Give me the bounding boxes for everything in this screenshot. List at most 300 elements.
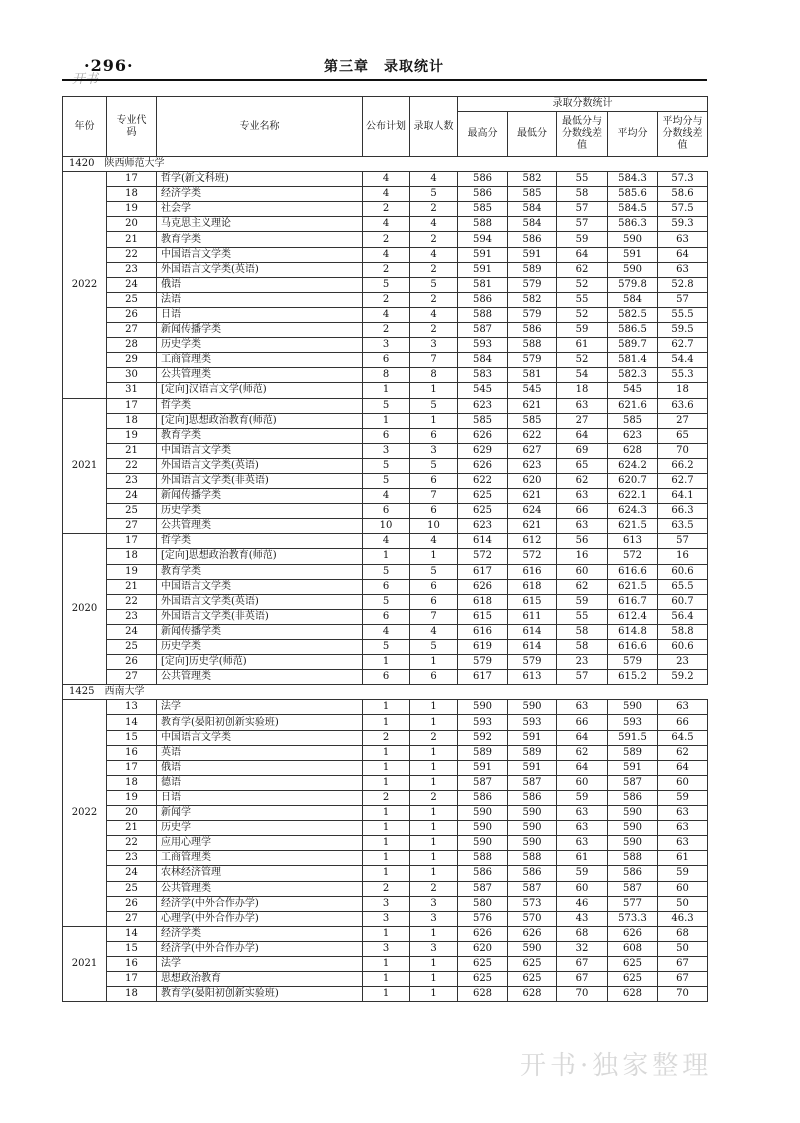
major-cell: 历史学类 [157,338,363,353]
major-cell: [定向]历史学(师范) [157,655,363,670]
avg-diff-cell: 60 [658,775,708,790]
min-diff-cell: 27 [557,413,608,428]
min-cell: 545 [508,383,557,398]
avg-cell: 582.3 [608,368,658,383]
min-cell: 582 [508,172,557,187]
admitted-cell: 6 [410,594,458,609]
avg-diff-cell: 59.5 [658,323,708,338]
col-stats-group: 录取分数统计 [458,97,708,112]
table-body [63,157,708,1002]
major-cell: 心理学(中外合作办学) [157,911,363,926]
min-diff-cell: 60 [557,775,608,790]
avg-diff-cell: 70 [658,987,708,1002]
avg-cell: 577 [608,896,658,911]
avg-diff-cell: 23 [658,655,708,670]
admitted-cell: 2 [410,881,458,896]
min-diff-cell: 62 [557,745,608,760]
max-cell: 585 [458,202,508,217]
avg-diff-cell: 66 [658,715,708,730]
avg-cell: 587 [608,881,658,896]
avg-cell: 626 [608,926,658,941]
avg-diff-cell: 60 [658,881,708,896]
max-cell: 617 [458,670,508,685]
year-cell: 2022 [63,172,107,398]
min-diff-cell: 65 [557,458,608,473]
admitted-cell: 3 [410,443,458,458]
min-diff-cell: 52 [557,353,608,368]
max-cell: 626 [458,579,508,594]
table-row [63,172,708,187]
code-cell: 14 [107,926,157,941]
page-number: ·296· [84,56,134,75]
min-diff-cell: 59 [557,232,608,247]
plan-cell: 1 [363,972,410,987]
avg-diff-cell: 63.5 [658,519,708,534]
code-cell: 17 [107,760,157,775]
table-row [63,836,708,851]
code-cell: 29 [107,353,157,368]
plan-cell: 1 [363,956,410,971]
table-row [63,700,708,715]
avg-diff-cell: 52.8 [658,277,708,292]
avg-cell: 579.8 [608,277,658,292]
col-avg: 平均分 [608,112,658,157]
min-cell: 579 [508,307,557,322]
plan-cell: 5 [363,277,410,292]
min-diff-cell: 55 [557,609,608,624]
avg-diff-cell: 68 [658,926,708,941]
avg-diff-cell: 70 [658,443,708,458]
min-cell: 625 [508,972,557,987]
code-cell: 24 [107,489,157,504]
max-cell: 618 [458,594,508,609]
avg-diff-cell: 50 [658,941,708,956]
admission-table [62,96,708,1002]
table-row [63,413,708,428]
col-year: 年份 [63,97,107,157]
min-cell: 613 [508,670,557,685]
admitted-cell: 4 [410,624,458,639]
code-cell: 15 [107,730,157,745]
table-row [63,504,708,519]
major-cell: [定向]思想政治教育(师范) [157,549,363,564]
code-cell: 22 [107,836,157,851]
admitted-cell: 5 [410,398,458,413]
avg-cell: 591 [608,247,658,262]
min-cell: 586 [508,790,557,805]
major-cell: 新闻传播学类 [157,489,363,504]
code-cell: 25 [107,504,157,519]
avg-diff-cell: 62.7 [658,473,708,488]
table-row [63,489,708,504]
avg-cell: 616.6 [608,564,658,579]
min-cell: 621 [508,489,557,504]
min-cell: 616 [508,564,557,579]
table-row [63,926,708,941]
year-cell: 2021 [63,926,107,1001]
min-cell: 590 [508,941,557,956]
max-cell: 590 [458,821,508,836]
plan-cell: 1 [363,700,410,715]
major-cell: 公共管理类 [157,519,363,534]
admitted-cell: 1 [410,383,458,398]
plan-cell: 5 [363,473,410,488]
admitted-cell: 2 [410,730,458,745]
avg-cell: 584 [608,292,658,307]
table-row [63,956,708,971]
max-cell: 545 [458,383,508,398]
table-row [63,624,708,639]
table-row [63,398,708,413]
min-cell: 591 [508,247,557,262]
max-cell: 581 [458,277,508,292]
major-cell: 哲学类 [157,398,363,413]
code-cell: 22 [107,247,157,262]
avg-diff-cell: 66.2 [658,458,708,473]
avg-diff-cell: 57.5 [658,202,708,217]
max-cell: 614 [458,534,508,549]
min-diff-cell: 63 [557,836,608,851]
max-cell: 591 [458,262,508,277]
min-cell: 572 [508,549,557,564]
major-cell: 经济学(中外合作办学) [157,941,363,956]
major-cell: 社会学 [157,202,363,217]
avg-cell: 628 [608,987,658,1002]
avg-diff-cell: 62.7 [658,338,708,353]
admitted-cell: 3 [410,911,458,926]
code-cell: 21 [107,821,157,836]
admitted-cell: 2 [410,232,458,247]
code-cell: 31 [107,383,157,398]
table-row [63,549,708,564]
avg-cell: 590 [608,232,658,247]
min-cell: 614 [508,640,557,655]
code-cell: 27 [107,911,157,926]
avg-diff-cell: 59 [658,790,708,805]
max-cell: 580 [458,896,508,911]
header-rule [62,79,707,81]
col-plan: 公布计划 [363,97,410,157]
admitted-cell: 1 [410,775,458,790]
code-cell: 18 [107,187,157,202]
admitted-cell: 5 [410,640,458,655]
plan-cell: 4 [363,489,410,504]
avg-cell: 608 [608,941,658,956]
plan-cell: 2 [363,202,410,217]
major-cell: 日语 [157,307,363,322]
max-cell: 620 [458,941,508,956]
admitted-cell: 1 [410,987,458,1002]
plan-cell: 5 [363,458,410,473]
avg-diff-cell: 67 [658,956,708,971]
major-cell: 中国语言文学类 [157,247,363,262]
watermark: 开书·独家整理 [520,1051,713,1081]
plan-cell: 2 [363,790,410,805]
min-cell: 624 [508,504,557,519]
min-cell: 579 [508,277,557,292]
table-row [63,458,708,473]
col-avg-diff: 平均分与分数线差值 [658,112,708,157]
code-cell: 19 [107,564,157,579]
avg-cell: 625 [608,956,658,971]
max-cell: 587 [458,323,508,338]
table-row [63,232,708,247]
plan-cell: 1 [363,383,410,398]
avg-diff-cell: 63 [658,821,708,836]
code-cell: 27 [107,670,157,685]
chapter-title: 第三章 录取统计 [324,59,444,75]
admitted-cell: 7 [410,489,458,504]
min-diff-cell: 63 [557,700,608,715]
min-cell: 570 [508,911,557,926]
code-cell: 25 [107,881,157,896]
admitted-cell: 5 [410,277,458,292]
code-cell: 19 [107,428,157,443]
school-title: 1420 陕西师范大学 [63,157,708,172]
major-cell: 新闻传播学类 [157,624,363,639]
min-diff-cell: 59 [557,790,608,805]
plan-cell: 3 [363,896,410,911]
max-cell: 590 [458,700,508,715]
min-cell: 581 [508,368,557,383]
code-cell: 23 [107,473,157,488]
max-cell: 588 [458,217,508,232]
plan-cell: 6 [363,579,410,594]
table-row [63,655,708,670]
avg-diff-cell: 56.4 [658,609,708,624]
avg-diff-cell: 63 [658,700,708,715]
code-cell: 21 [107,232,157,247]
avg-cell: 589.7 [608,338,658,353]
plan-cell: 3 [363,941,410,956]
table-row [63,579,708,594]
avg-diff-cell: 27 [658,413,708,428]
code-cell: 27 [107,323,157,338]
admitted-cell: 4 [410,172,458,187]
plan-cell: 1 [363,549,410,564]
max-cell: 625 [458,956,508,971]
avg-cell: 573.3 [608,911,658,926]
avg-diff-cell: 57 [658,534,708,549]
col-min: 最低分 [508,112,557,157]
code-cell: 25 [107,640,157,655]
max-cell: 583 [458,368,508,383]
col-major: 专业名称 [157,97,363,157]
code-cell: 19 [107,202,157,217]
min-cell: 615 [508,594,557,609]
avg-diff-cell: 63 [658,262,708,277]
min-diff-cell: 54 [557,368,608,383]
min-diff-cell: 60 [557,564,608,579]
code-cell: 24 [107,277,157,292]
avg-diff-cell: 65.5 [658,579,708,594]
plan-cell: 2 [363,881,410,896]
major-cell: 法学 [157,700,363,715]
school-row [63,685,708,700]
code-cell: 20 [107,806,157,821]
plan-cell: 4 [363,217,410,232]
admitted-cell: 2 [410,202,458,217]
min-cell: 590 [508,836,557,851]
min-diff-cell: 46 [557,896,608,911]
min-diff-cell: 55 [557,172,608,187]
major-cell: 经济学类 [157,187,363,202]
year-cell: 2021 [63,398,107,534]
major-cell: 俄语 [157,277,363,292]
major-cell: 外国语言文学类(英语) [157,594,363,609]
admitted-cell: 4 [410,534,458,549]
min-diff-cell: 16 [557,549,608,564]
avg-diff-cell: 57 [658,292,708,307]
avg-diff-cell: 59.3 [658,217,708,232]
plan-cell: 1 [363,655,410,670]
min-cell: 621 [508,519,557,534]
max-cell: 585 [458,413,508,428]
min-diff-cell: 66 [557,715,608,730]
admitted-cell: 5 [410,458,458,473]
max-cell: 626 [458,458,508,473]
major-cell: 中国语言文学类 [157,443,363,458]
avg-cell: 628 [608,443,658,458]
plan-cell: 2 [363,292,410,307]
plan-cell: 3 [363,911,410,926]
table-row [63,368,708,383]
admitted-cell: 1 [410,836,458,851]
code-cell: 26 [107,307,157,322]
plan-cell: 6 [363,670,410,685]
min-cell: 584 [508,202,557,217]
year-cell: 2020 [63,534,107,685]
avg-cell: 585.6 [608,187,658,202]
avg-cell: 586.3 [608,217,658,232]
avg-cell: 621.6 [608,398,658,413]
admitted-cell: 2 [410,262,458,277]
avg-cell: 588 [608,851,658,866]
major-cell: 历史学类 [157,640,363,655]
min-diff-cell: 43 [557,911,608,926]
min-cell: 579 [508,655,557,670]
min-diff-cell: 18 [557,383,608,398]
max-cell: 616 [458,624,508,639]
avg-cell: 590 [608,836,658,851]
plan-cell: 5 [363,594,410,609]
min-cell: 582 [508,292,557,307]
code-cell: 16 [107,745,157,760]
major-cell: 哲学(新文科班) [157,172,363,187]
avg-diff-cell: 58.6 [658,187,708,202]
code-cell: 18 [107,987,157,1002]
admitted-cell: 5 [410,187,458,202]
table-row [63,247,708,262]
table-row [63,911,708,926]
code-cell: 14 [107,715,157,730]
plan-cell: 4 [363,624,410,639]
avg-cell: 572 [608,549,658,564]
min-cell: 623 [508,458,557,473]
table-row [63,534,708,549]
admitted-cell: 8 [410,368,458,383]
code-cell: 20 [107,217,157,232]
min-diff-cell: 52 [557,307,608,322]
avg-diff-cell: 67 [658,972,708,987]
admitted-cell: 6 [410,473,458,488]
max-cell: 623 [458,398,508,413]
col-admitted: 录取人数 [410,97,458,157]
max-cell: 625 [458,504,508,519]
plan-cell: 2 [363,323,410,338]
min-diff-cell: 61 [557,338,608,353]
min-cell: 586 [508,866,557,881]
max-cell: 587 [458,881,508,896]
avg-diff-cell: 64 [658,247,708,262]
avg-diff-cell: 65 [658,428,708,443]
admitted-cell: 1 [410,760,458,775]
min-diff-cell: 58 [557,624,608,639]
avg-cell: 625 [608,972,658,987]
plan-cell: 1 [363,987,410,1002]
code-cell: 18 [107,549,157,564]
major-cell: 教育学(晏阳初创新实验班) [157,715,363,730]
table-row [63,338,708,353]
min-cell: 579 [508,353,557,368]
table-row [63,851,708,866]
max-cell: 617 [458,564,508,579]
avg-diff-cell: 59 [658,866,708,881]
admitted-cell: 1 [410,821,458,836]
table-row [63,292,708,307]
code-cell: 27 [107,519,157,534]
avg-cell: 584.5 [608,202,658,217]
avg-diff-cell: 60.6 [658,640,708,655]
plan-cell: 1 [363,413,410,428]
admitted-cell: 2 [410,323,458,338]
avg-cell: 621.5 [608,519,658,534]
max-cell: 626 [458,428,508,443]
table-row [63,640,708,655]
code-cell: 22 [107,594,157,609]
avg-cell: 590 [608,700,658,715]
code-cell: 24 [107,624,157,639]
avg-cell: 581.4 [608,353,658,368]
min-diff-cell: 60 [557,881,608,896]
max-cell: 587 [458,775,508,790]
min-cell: 590 [508,821,557,836]
code-cell: 28 [107,338,157,353]
table-row [63,760,708,775]
plan-cell: 10 [363,519,410,534]
plan-cell: 1 [363,836,410,851]
max-cell: 588 [458,851,508,866]
min-cell: 588 [508,851,557,866]
min-cell: 585 [508,413,557,428]
major-cell: 新闻传播学类 [157,323,363,338]
max-cell: 619 [458,640,508,655]
min-diff-cell: 58 [557,187,608,202]
code-cell: 21 [107,579,157,594]
avg-cell: 591.5 [608,730,658,745]
avg-cell: 624.3 [608,504,658,519]
min-diff-cell: 63 [557,821,608,836]
col-min-diff: 最低分与分数线差值 [557,112,608,157]
major-cell: 新闻学 [157,806,363,821]
code-cell: 26 [107,655,157,670]
code-cell: 26 [107,896,157,911]
major-cell: 外国语言文学类(非英语) [157,609,363,624]
plan-cell: 4 [363,247,410,262]
plan-cell: 4 [363,187,410,202]
table-row [63,866,708,881]
plan-cell: 1 [363,926,410,941]
